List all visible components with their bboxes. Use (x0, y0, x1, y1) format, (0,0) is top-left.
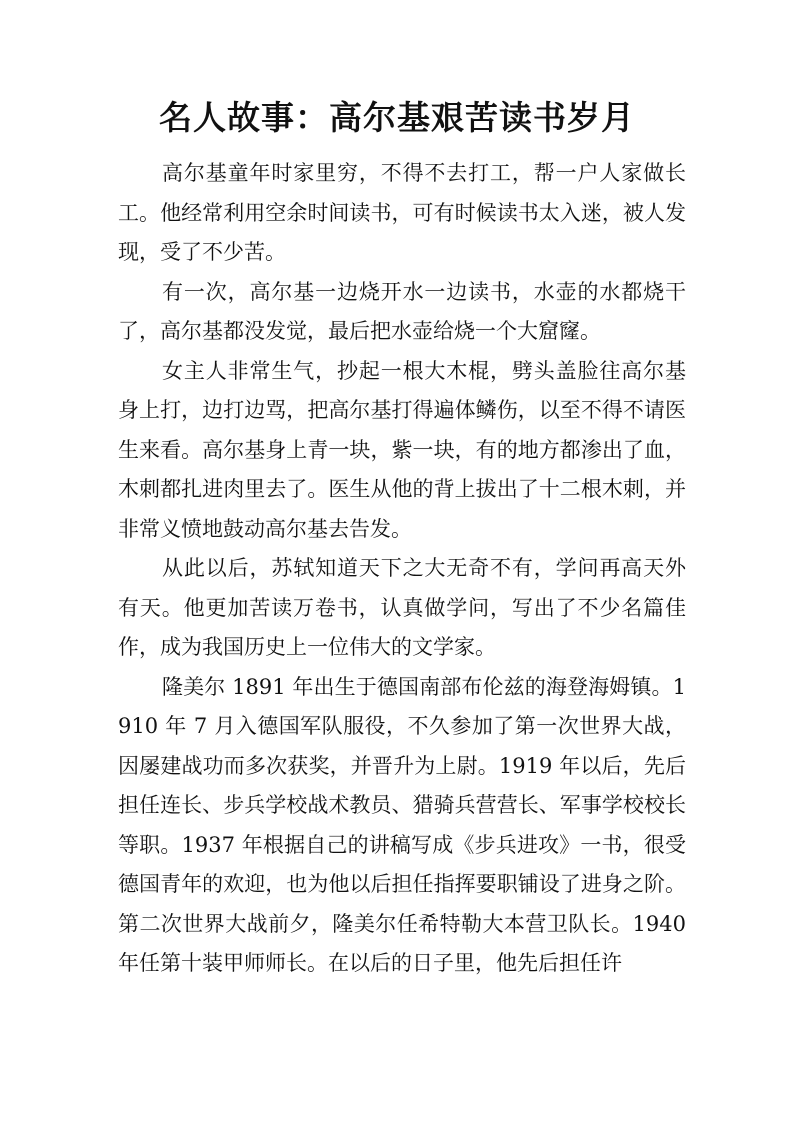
paragraph-5: 隆美尔 1891 年出生于德国南部布伦兹的海登海姆镇。1910 年 7 月入德国军队服役，不久参加了第一次世界大战，因屡建战功而多次获奖，并晋升为上尉。1919 年以后，先后担任连长、步兵学校战术教员、猎骑兵营营长、军事学校校长等职。1937 年根据自己的讲稿写成《步兵进攻》一书，很受德国青年的欢迎，也为他以后担任指挥要职铺设了进身之阶。第二次世界大战前夕，隆美尔任希特勒大本营卫队长。1940 年任第十装甲师师长。在以后的日子里，他先后担任许 (118, 674, 686, 975)
paragraph-1: 高尔基童年时家里穷，不得不去打工，帮一户人家做长工。他经常利用空余时间读书，可有时候读书太入迷，被人发现，受了不少苦。 (118, 161, 686, 264)
document-body (118, 154, 686, 984)
document-title: 名人故事：高尔基艰苦读书岁月 (159, 98, 635, 137)
paragraph-3: 女主人非常生气，抄起一根大木棍，劈头盖脸往高尔基身上打，边打边骂，把高尔基打得遍体鳞伤，以至不得不请医生来看。高尔基身上青一块，紫一块，有的地方都渗出了血，木刺都扎进肉里去了。医生从他的背上拔出了十二根木刺，并非常义愤地鼓动高尔基去告发。 (118, 358, 686, 541)
paragraph-2: 有一次，高尔基一边烧开水一边读书，水壶的水都烧干了，高尔基都没发觉，最后把水壶给烧一个大窟窿。 (118, 279, 686, 343)
paragraph-4: 从此以后，苏轼知道天下之大无奇不有，学问再高天外有天。他更加苦读万卷书，认真做学问，写出了不少名篇佳作，成为我国历史上一位伟大的文学家。 (118, 556, 686, 659)
